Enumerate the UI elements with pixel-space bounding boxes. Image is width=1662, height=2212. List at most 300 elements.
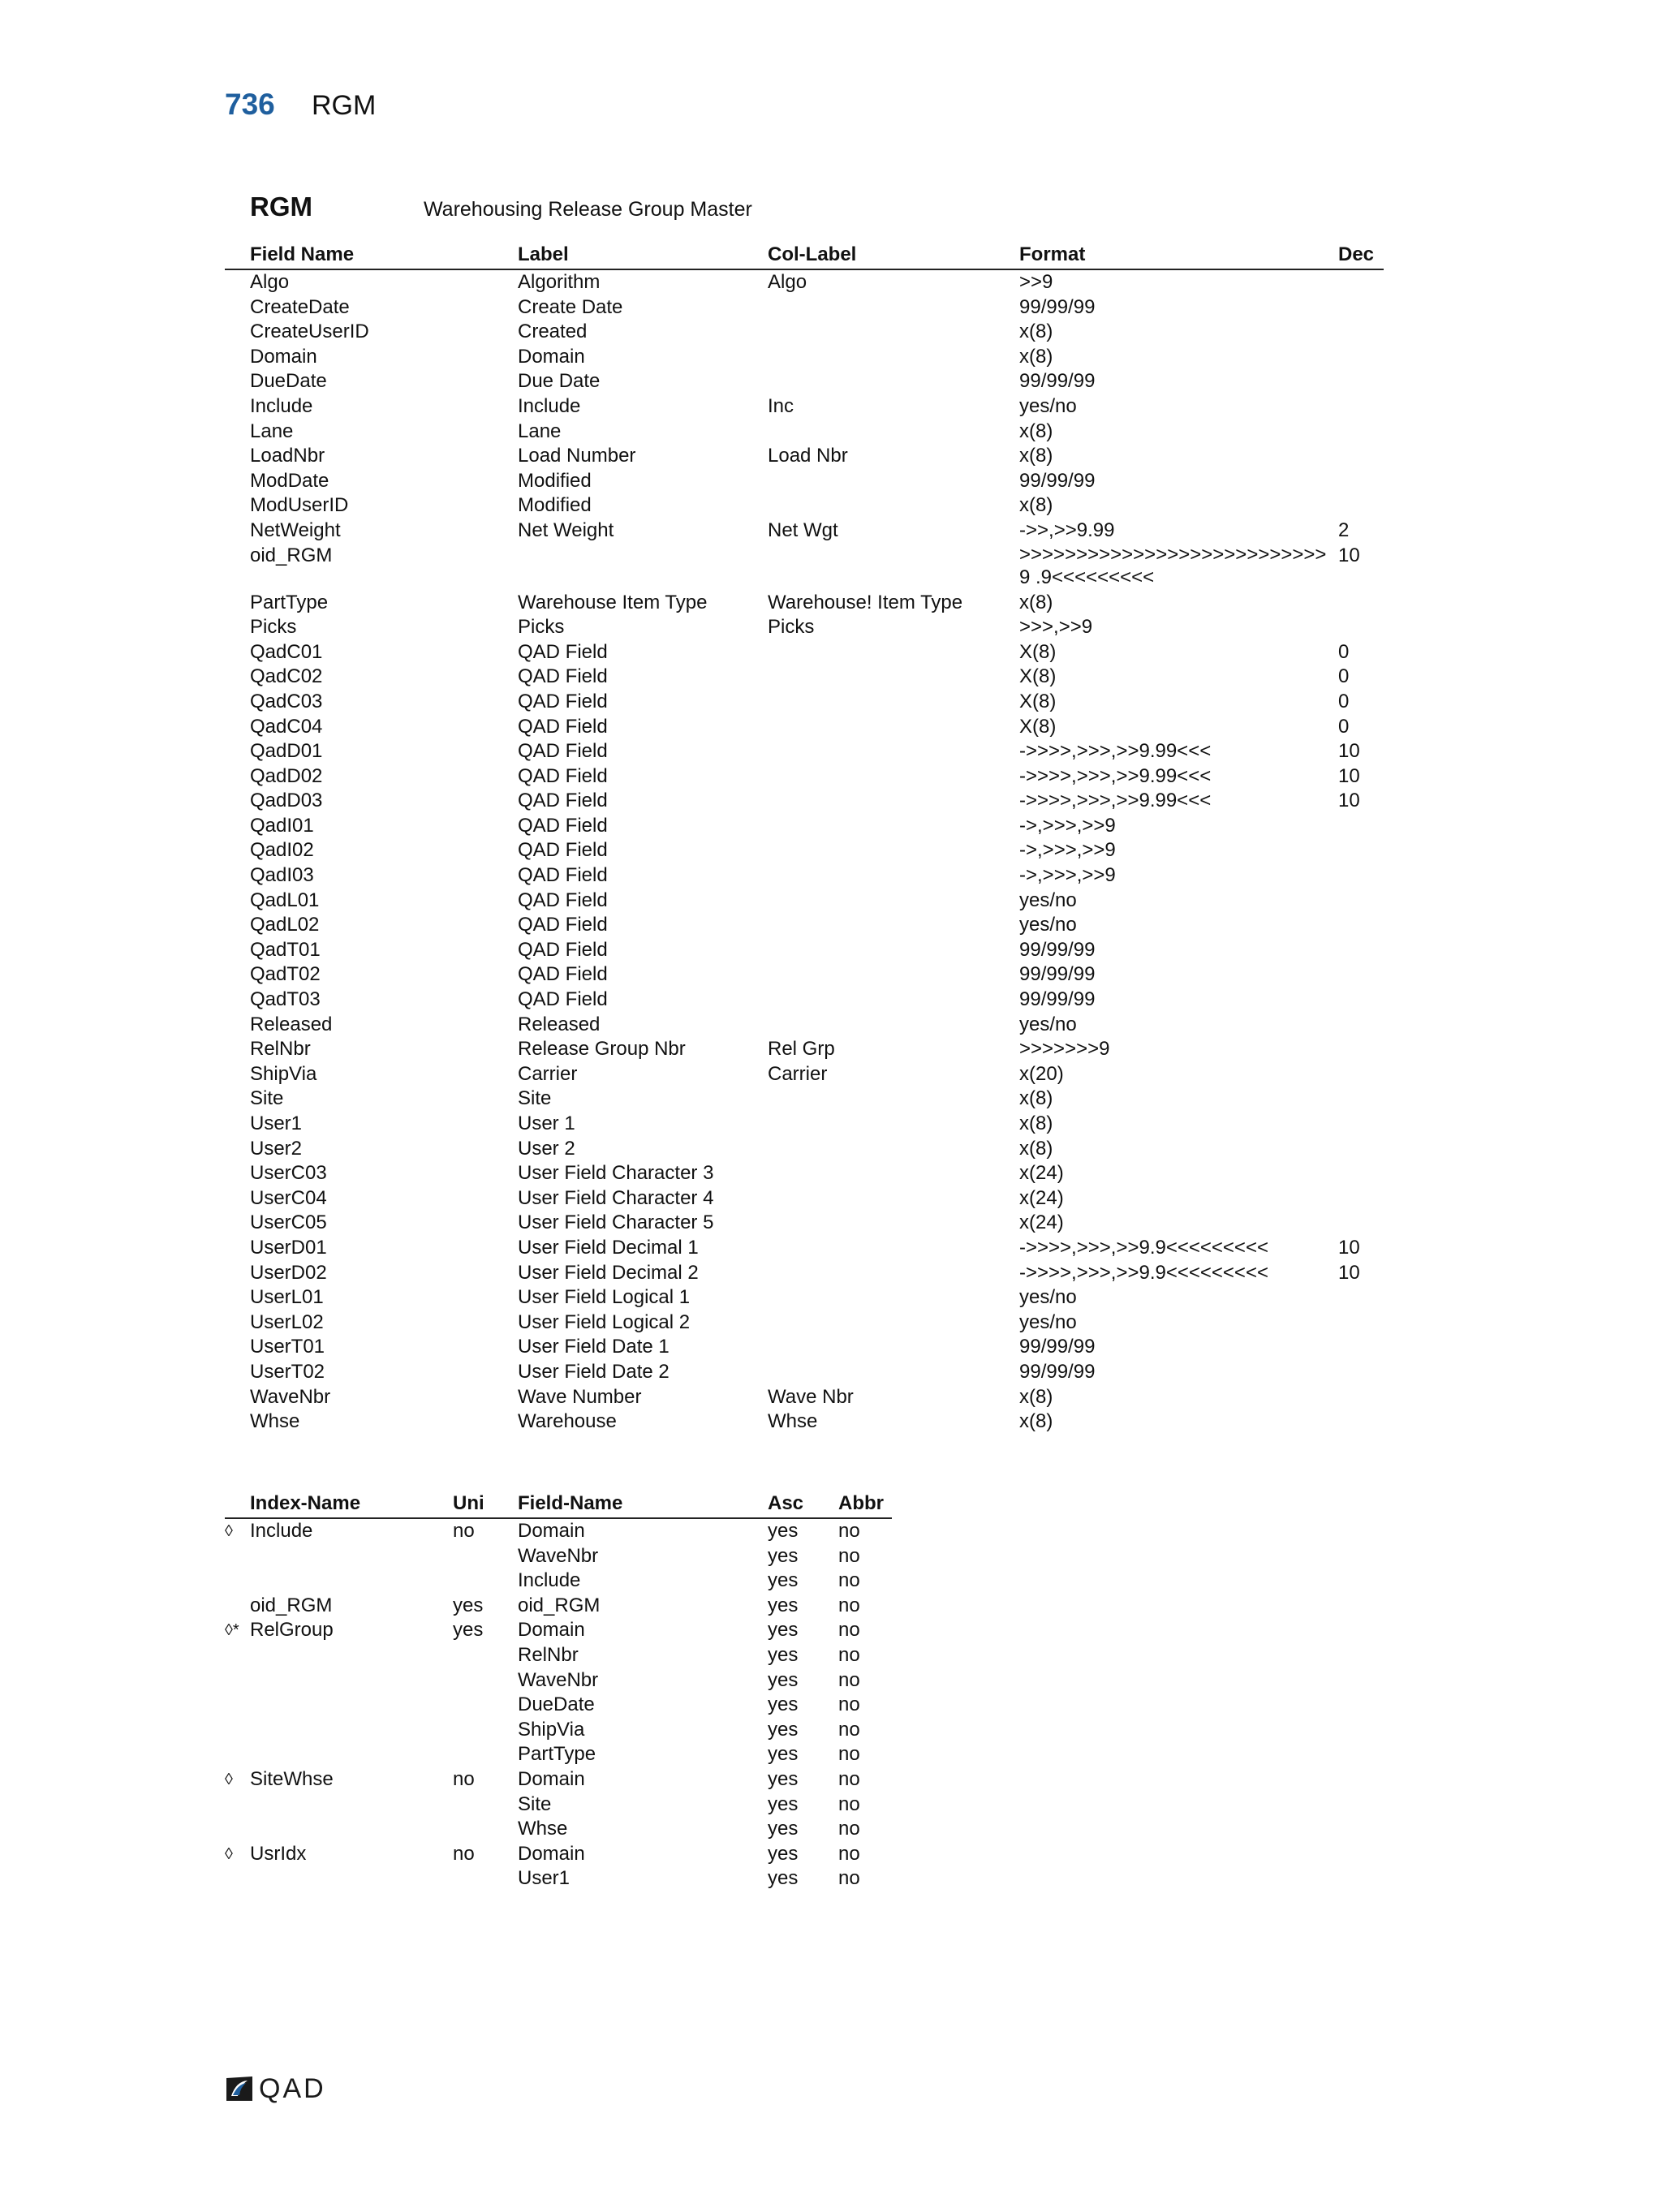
index-row: [225, 1742, 892, 1767]
field-name-cell: QadD03: [250, 790, 323, 812]
index-abbr-cell: no: [838, 1619, 860, 1642]
field-format-cell: x(8): [1019, 494, 1053, 517]
field-label-cell: User Field Decimal 1: [518, 1236, 699, 1259]
field-format-cell: x(8): [1019, 445, 1053, 467]
field-name-cell: Site: [250, 1087, 284, 1110]
index-row: [225, 1866, 892, 1891]
index-rows: [225, 1519, 892, 1891]
field-name-cell: DueDate: [250, 370, 327, 393]
field-dec-cell: 0: [1338, 665, 1350, 688]
field-format-cell: yes/no: [1019, 1286, 1077, 1309]
field-label-cell: Domain: [518, 345, 585, 368]
field-format-cell: yes/no: [1019, 394, 1077, 417]
field-name-cell: UserD01: [250, 1236, 327, 1259]
field-row: [225, 295, 1384, 321]
field-name-cell: QadI01: [250, 814, 314, 837]
field-label-cell: Lane: [518, 420, 562, 442]
field-row: [225, 444, 1384, 469]
field-name-cell: UserC03: [250, 1162, 327, 1185]
index-asc-cell: yes: [768, 1842, 799, 1865]
index-abbr-cell: no: [838, 1668, 860, 1691]
index-table-header: [225, 1490, 892, 1519]
index-abbr-cell: no: [838, 1767, 860, 1790]
field-row: [225, 863, 1384, 889]
field-col-label-cell: Carrier: [768, 1062, 828, 1085]
field-label-cell: QAD Field: [518, 864, 608, 887]
header-asc: Asc: [768, 1492, 804, 1514]
index-field-name-cell: oid_RGM: [518, 1594, 601, 1616]
field-col-label-cell: Algo: [768, 271, 807, 293]
field-format-cell: ->>>>,>>>,>>9.99<<<: [1019, 764, 1212, 787]
field-label-cell: QAD Field: [518, 938, 608, 961]
index-abbr-cell: no: [838, 1594, 860, 1616]
index-abbr-cell: no: [838, 1818, 860, 1840]
field-col-label-cell: Load Nbr: [768, 445, 848, 467]
index-field-name-cell: Whse: [518, 1818, 568, 1840]
index-uni-cell: no: [453, 1842, 475, 1865]
header-index-field-name: Field-Name: [518, 1492, 623, 1514]
index-row: [225, 1618, 892, 1643]
field-format-cell: ->>,>>9.99: [1019, 519, 1115, 541]
field-label-cell: Algorithm: [518, 271, 601, 293]
qad-logo-text: QAD: [259, 2072, 326, 2104]
field-row: [225, 493, 1384, 519]
index-abbr-cell: no: [838, 1520, 860, 1542]
field-format-cell: x(20): [1019, 1062, 1064, 1085]
field-row: [225, 270, 1384, 295]
field-label-cell: User Field Logical 2: [518, 1310, 691, 1333]
field-name-cell: QadI03: [250, 864, 314, 887]
field-label-cell: QAD Field: [518, 690, 608, 712]
field-label-cell: QAD Field: [518, 715, 608, 738]
index-abbr-cell: no: [838, 1743, 860, 1766]
index-abbr-cell: no: [838, 1867, 860, 1890]
index-asc-cell: yes: [768, 1718, 799, 1741]
field-label-cell: Load Number: [518, 445, 636, 467]
field-format-cell: x(8): [1019, 1087, 1053, 1110]
field-name-cell: QadC01: [250, 640, 323, 663]
field-col-label-cell: Warehouse! Item Type: [768, 591, 963, 613]
field-format-cell: x(8): [1019, 321, 1053, 343]
field-label-cell: QAD Field: [518, 914, 608, 936]
field-name-cell: QadL02: [250, 914, 320, 936]
field-format-cell: x(8): [1019, 1137, 1053, 1160]
header-field-name: Field Name: [250, 243, 355, 265]
index-row: [225, 1569, 892, 1594]
index-field-name-cell: RelNbr: [518, 1643, 579, 1666]
table-description: Warehousing Release Group Master: [424, 198, 752, 221]
field-format-cell: 99/99/99: [1019, 1336, 1096, 1358]
field-label-cell: QAD Field: [518, 790, 608, 812]
index-row: [225, 1792, 892, 1818]
field-dec-cell: 0: [1338, 715, 1350, 738]
field-row: [225, 1211, 1384, 1236]
index-uni-cell: yes: [453, 1619, 484, 1642]
field-name-cell: QadD01: [250, 740, 323, 763]
field-row: [225, 814, 1384, 839]
field-row: [225, 1360, 1384, 1385]
field-row: [225, 615, 1384, 640]
index-field-name-cell: Domain: [518, 1520, 585, 1542]
field-label-cell: Create Date: [518, 295, 623, 318]
index-row: [225, 1718, 892, 1743]
index-abbr-cell: no: [838, 1718, 860, 1741]
field-label-cell: QAD Field: [518, 839, 608, 862]
field-name-cell: ModUserID: [250, 494, 349, 517]
running-head: RGM: [312, 90, 377, 121]
field-col-label-cell: Whse: [768, 1410, 818, 1433]
field-label-cell: Wave Number: [518, 1385, 642, 1408]
field-label-cell: QAD Field: [518, 764, 608, 787]
field-dec-cell: 10: [1338, 544, 1360, 566]
field-name-cell: User1: [250, 1112, 303, 1134]
field-name-cell: WaveNbr: [250, 1385, 331, 1408]
field-row: [225, 739, 1384, 764]
index-name-cell: RelGroup: [250, 1619, 334, 1642]
index-name-cell: Include: [250, 1520, 313, 1542]
field-name-cell: UserT01: [250, 1336, 325, 1358]
field-format-cell: X(8): [1019, 640, 1057, 663]
field-format-cell: x(8): [1019, 1410, 1053, 1433]
index-uni-cell: no: [453, 1520, 475, 1542]
index-field-name-cell: WaveNbr: [518, 1668, 599, 1691]
header-label: Label: [518, 243, 569, 265]
field-row: [225, 913, 1384, 938]
field-dec-cell: 0: [1338, 690, 1350, 712]
field-label-cell: QAD Field: [518, 963, 608, 986]
field-label-cell: User 1: [518, 1112, 575, 1134]
field-name-cell: UserL02: [250, 1310, 324, 1333]
field-format-cell: 99/99/99: [1019, 295, 1096, 318]
field-format-cell: ->>>>,>>>,>>9.9<<<<<<<<<: [1019, 1261, 1268, 1284]
header-col-label: Col-Label: [768, 243, 857, 265]
index-row: [225, 1693, 892, 1718]
index-table: [225, 1490, 892, 1891]
field-row: [225, 1087, 1384, 1112]
index-name-cell: UsrIdx: [250, 1842, 307, 1865]
field-format-cell: x(8): [1019, 1385, 1053, 1408]
field-name-cell: QadL01: [250, 889, 320, 911]
index-field-name-cell: User1: [518, 1867, 571, 1890]
field-dec-cell: 0: [1338, 640, 1350, 663]
field-label-cell: Site: [518, 1087, 552, 1110]
field-label-cell: User Field Character 5: [518, 1211, 714, 1234]
field-row: [225, 469, 1384, 494]
field-row: [225, 544, 1384, 591]
index-row: [225, 1767, 892, 1792]
field-row: [225, 690, 1384, 715]
field-name-cell: Include: [250, 394, 313, 417]
field-label-cell: User Field Date 1: [518, 1336, 670, 1358]
field-col-label-cell: Picks: [768, 616, 815, 639]
field-row: [225, 1013, 1384, 1038]
field-row: [225, 715, 1384, 740]
field-format-cell: x(8): [1019, 1112, 1053, 1134]
index-field-name-cell: WaveNbr: [518, 1544, 599, 1567]
field-name-cell: UserT02: [250, 1360, 325, 1383]
field-table: [225, 241, 1384, 1435]
field-row: [225, 1261, 1384, 1286]
page-number: 736: [225, 88, 275, 121]
index-asc-cell: yes: [768, 1643, 799, 1666]
index-abbr-cell: no: [838, 1792, 860, 1815]
field-label-cell: QAD Field: [518, 889, 608, 911]
field-label-cell: User Field Character 4: [518, 1186, 714, 1209]
field-name-cell: Whse: [250, 1410, 300, 1433]
field-row: [225, 1037, 1384, 1062]
index-name-cell: oid_RGM: [250, 1594, 333, 1616]
field-row: [225, 1409, 1384, 1435]
field-col-label-cell: Rel Grp: [768, 1038, 835, 1061]
field-name-cell: CreateUserID: [250, 321, 369, 343]
index-marker-icon: ◊: [225, 1844, 233, 1863]
field-format-cell: >>>>>>>9: [1019, 1038, 1110, 1061]
field-row: [225, 988, 1384, 1013]
field-name-cell: QadC04: [250, 715, 323, 738]
field-name-cell: LoadNbr: [250, 445, 325, 467]
field-name-cell: Lane: [250, 420, 294, 442]
field-name-cell: Picks: [250, 616, 297, 639]
field-dec-cell: 10: [1338, 790, 1360, 812]
field-name-cell: QadI02: [250, 839, 314, 862]
index-asc-cell: yes: [768, 1594, 799, 1616]
field-label-cell: Warehouse Item Type: [518, 591, 708, 613]
index-asc-cell: yes: [768, 1767, 799, 1790]
index-field-name-cell: Domain: [518, 1767, 585, 1790]
field-name-cell: UserD02: [250, 1261, 327, 1284]
field-format-cell: yes/no: [1019, 1310, 1077, 1333]
field-format-cell: x(8): [1019, 420, 1053, 442]
index-asc-cell: yes: [768, 1520, 799, 1542]
field-row: [225, 394, 1384, 420]
field-col-label-cell: Inc: [768, 394, 794, 417]
field-format-cell: X(8): [1019, 690, 1057, 712]
field-row: [225, 1186, 1384, 1211]
field-dec-cell: 2: [1338, 519, 1350, 541]
field-label-cell: Picks: [518, 616, 565, 639]
field-format-cell: 99/99/99: [1019, 370, 1096, 393]
index-field-name-cell: Include: [518, 1569, 581, 1592]
field-label-cell: QAD Field: [518, 814, 608, 837]
field-row: [225, 345, 1384, 370]
field-label-cell: Include: [518, 394, 581, 417]
field-label-cell: Modified: [518, 469, 592, 492]
field-row: [225, 369, 1384, 394]
field-format-cell: ->,>>>,>>9: [1019, 864, 1116, 887]
field-format-cell: 99/99/99: [1019, 469, 1096, 492]
index-field-name-cell: Site: [518, 1792, 552, 1815]
field-row: [225, 962, 1384, 988]
field-format-cell: x(8): [1019, 345, 1053, 368]
field-label-cell: Modified: [518, 494, 592, 517]
field-row: [225, 640, 1384, 665]
field-name-cell: oid_RGM: [250, 544, 333, 566]
index-marker-icon: ◊: [225, 1770, 233, 1788]
field-row: [225, 1137, 1384, 1162]
field-label-cell: Due Date: [518, 370, 601, 393]
header-dec: Dec: [1338, 243, 1375, 265]
index-marker-icon: ◊: [225, 1522, 233, 1540]
field-format-cell: ->,>>>,>>9: [1019, 839, 1116, 862]
index-asc-cell: yes: [768, 1792, 799, 1815]
field-row: [225, 420, 1384, 445]
index-row: [225, 1817, 892, 1842]
field-label-cell: Carrier: [518, 1062, 578, 1085]
field-name-cell: Released: [250, 1013, 333, 1035]
field-row: [225, 838, 1384, 863]
field-format-cell: >>9: [1019, 271, 1053, 293]
field-format-cell: ->>>>,>>>,>>9.99<<<: [1019, 740, 1212, 763]
index-field-name-cell: PartType: [518, 1743, 596, 1766]
field-format-cell: 99/99/99: [1019, 988, 1096, 1011]
index-row: [225, 1544, 892, 1569]
field-name-cell: QadC02: [250, 665, 323, 688]
index-abbr-cell: no: [838, 1842, 860, 1865]
field-format-cell: x(8): [1019, 591, 1053, 613]
field-label-cell: User Field Logical 1: [518, 1286, 691, 1309]
index-uni-cell: no: [453, 1767, 475, 1790]
field-dec-cell: 10: [1338, 764, 1360, 787]
index-row: [225, 1519, 892, 1544]
page-header: [225, 88, 376, 128]
qad-logo: [225, 2072, 326, 2105]
index-asc-cell: yes: [768, 1544, 799, 1567]
field-label-cell: Warehouse: [518, 1410, 617, 1433]
field-label-cell: QAD Field: [518, 740, 608, 763]
field-rows: [225, 270, 1384, 1435]
field-name-cell: ModDate: [250, 469, 329, 492]
field-label-cell: Release Group Nbr: [518, 1038, 686, 1061]
header-format: Format: [1019, 243, 1086, 265]
index-marker-icon: ◊*: [225, 1621, 239, 1640]
field-label-cell: User 2: [518, 1137, 575, 1160]
field-row: [225, 1236, 1384, 1261]
field-row: [225, 1285, 1384, 1310]
field-row: [225, 519, 1384, 544]
field-row: [225, 591, 1384, 616]
field-name-cell: UserC05: [250, 1211, 327, 1234]
index-row: [225, 1594, 892, 1619]
field-name-cell: RelNbr: [250, 1038, 311, 1061]
field-dec-cell: 10: [1338, 1261, 1360, 1284]
field-row: [225, 1112, 1384, 1137]
index-asc-cell: yes: [768, 1569, 799, 1592]
index-row: [225, 1842, 892, 1867]
index-abbr-cell: no: [838, 1643, 860, 1666]
index-field-name-cell: Domain: [518, 1842, 585, 1865]
index-asc-cell: yes: [768, 1668, 799, 1691]
field-name-cell: NetWeight: [250, 519, 341, 541]
field-format-cell: yes/no: [1019, 889, 1077, 911]
field-name-cell: CreateDate: [250, 295, 350, 318]
index-name-cell: SiteWhse: [250, 1767, 334, 1790]
index-row: [225, 1668, 892, 1693]
field-label-cell: QAD Field: [518, 640, 608, 663]
field-format-cell: x(24): [1019, 1162, 1064, 1185]
field-format-cell: >>>>>>>>>>>>>>>>>>>>>>>>>>>9 .9<<<<<<<<<: [1019, 543, 1327, 588]
field-name-cell: QadD02: [250, 764, 323, 787]
field-col-label-cell: Net Wgt: [768, 519, 838, 541]
index-abbr-cell: no: [838, 1693, 860, 1716]
table-title: [250, 192, 752, 224]
index-field-name-cell: Domain: [518, 1619, 585, 1642]
field-dec-cell: 10: [1338, 1236, 1360, 1259]
index-abbr-cell: no: [838, 1544, 860, 1567]
header-abbr: Abbr: [838, 1492, 884, 1514]
index-asc-cell: yes: [768, 1619, 799, 1642]
field-label-cell: User Field Character 3: [518, 1162, 714, 1185]
field-row: [225, 1161, 1384, 1186]
field-row: [225, 889, 1384, 914]
field-format-cell: ->>>>,>>>,>>9.99<<<: [1019, 790, 1212, 812]
field-format-cell: x(24): [1019, 1211, 1064, 1234]
index-asc-cell: yes: [768, 1743, 799, 1766]
field-name-cell: ShipVia: [250, 1062, 317, 1085]
qad-logo-icon: [225, 2075, 254, 2102]
field-format-cell: 99/99/99: [1019, 938, 1096, 961]
field-row: [225, 764, 1384, 790]
field-format-cell: ->,>>>,>>9: [1019, 814, 1116, 837]
field-col-label-cell: Wave Nbr: [768, 1385, 854, 1408]
field-format-cell: X(8): [1019, 715, 1057, 738]
header-index-name: Index-Name: [250, 1492, 361, 1514]
field-label-cell: Created: [518, 321, 588, 343]
index-abbr-cell: no: [838, 1569, 860, 1592]
field-row: [225, 789, 1384, 814]
field-format-cell: x(24): [1019, 1186, 1064, 1209]
field-label-cell: Released: [518, 1013, 601, 1035]
field-label-cell: QAD Field: [518, 665, 608, 688]
field-format-cell: yes/no: [1019, 914, 1077, 936]
index-field-name-cell: ShipVia: [518, 1718, 585, 1741]
field-name-cell: User2: [250, 1137, 303, 1160]
index-field-name-cell: DueDate: [518, 1693, 595, 1716]
table-code: RGM: [250, 192, 312, 222]
field-row: [225, 938, 1384, 963]
field-label-cell: User Field Date 2: [518, 1360, 670, 1383]
field-label-cell: User Field Decimal 2: [518, 1261, 699, 1284]
field-name-cell: UserC04: [250, 1186, 327, 1209]
field-name-cell: UserL01: [250, 1286, 324, 1309]
field-label-cell: Net Weight: [518, 519, 614, 541]
field-row: [225, 1062, 1384, 1087]
index-asc-cell: yes: [768, 1867, 799, 1890]
field-label-cell: QAD Field: [518, 988, 608, 1011]
field-format-cell: 99/99/99: [1019, 1360, 1096, 1383]
index-row: [225, 1643, 892, 1668]
field-table-header: [225, 241, 1384, 270]
field-format-cell: yes/no: [1019, 1013, 1077, 1035]
field-format-cell: ->>>>,>>>,>>9.9<<<<<<<<<: [1019, 1236, 1268, 1259]
field-format-cell: 99/99/99: [1019, 963, 1096, 986]
field-name-cell: QadT01: [250, 938, 321, 961]
field-row: [225, 665, 1384, 690]
index-asc-cell: yes: [768, 1818, 799, 1840]
field-row: [225, 1335, 1384, 1360]
field-name-cell: Domain: [250, 345, 317, 368]
field-name-cell: QadT03: [250, 988, 321, 1011]
field-name-cell: QadT02: [250, 963, 321, 986]
field-row: [225, 1385, 1384, 1410]
field-name-cell: PartType: [250, 591, 329, 613]
index-uni-cell: yes: [453, 1594, 484, 1616]
field-format-cell: >>>,>>9: [1019, 616, 1093, 639]
field-name-cell: QadC03: [250, 690, 323, 712]
field-dec-cell: 10: [1338, 740, 1360, 763]
header-uni: Uni: [453, 1492, 484, 1514]
field-format-cell: X(8): [1019, 665, 1057, 688]
index-asc-cell: yes: [768, 1693, 799, 1716]
